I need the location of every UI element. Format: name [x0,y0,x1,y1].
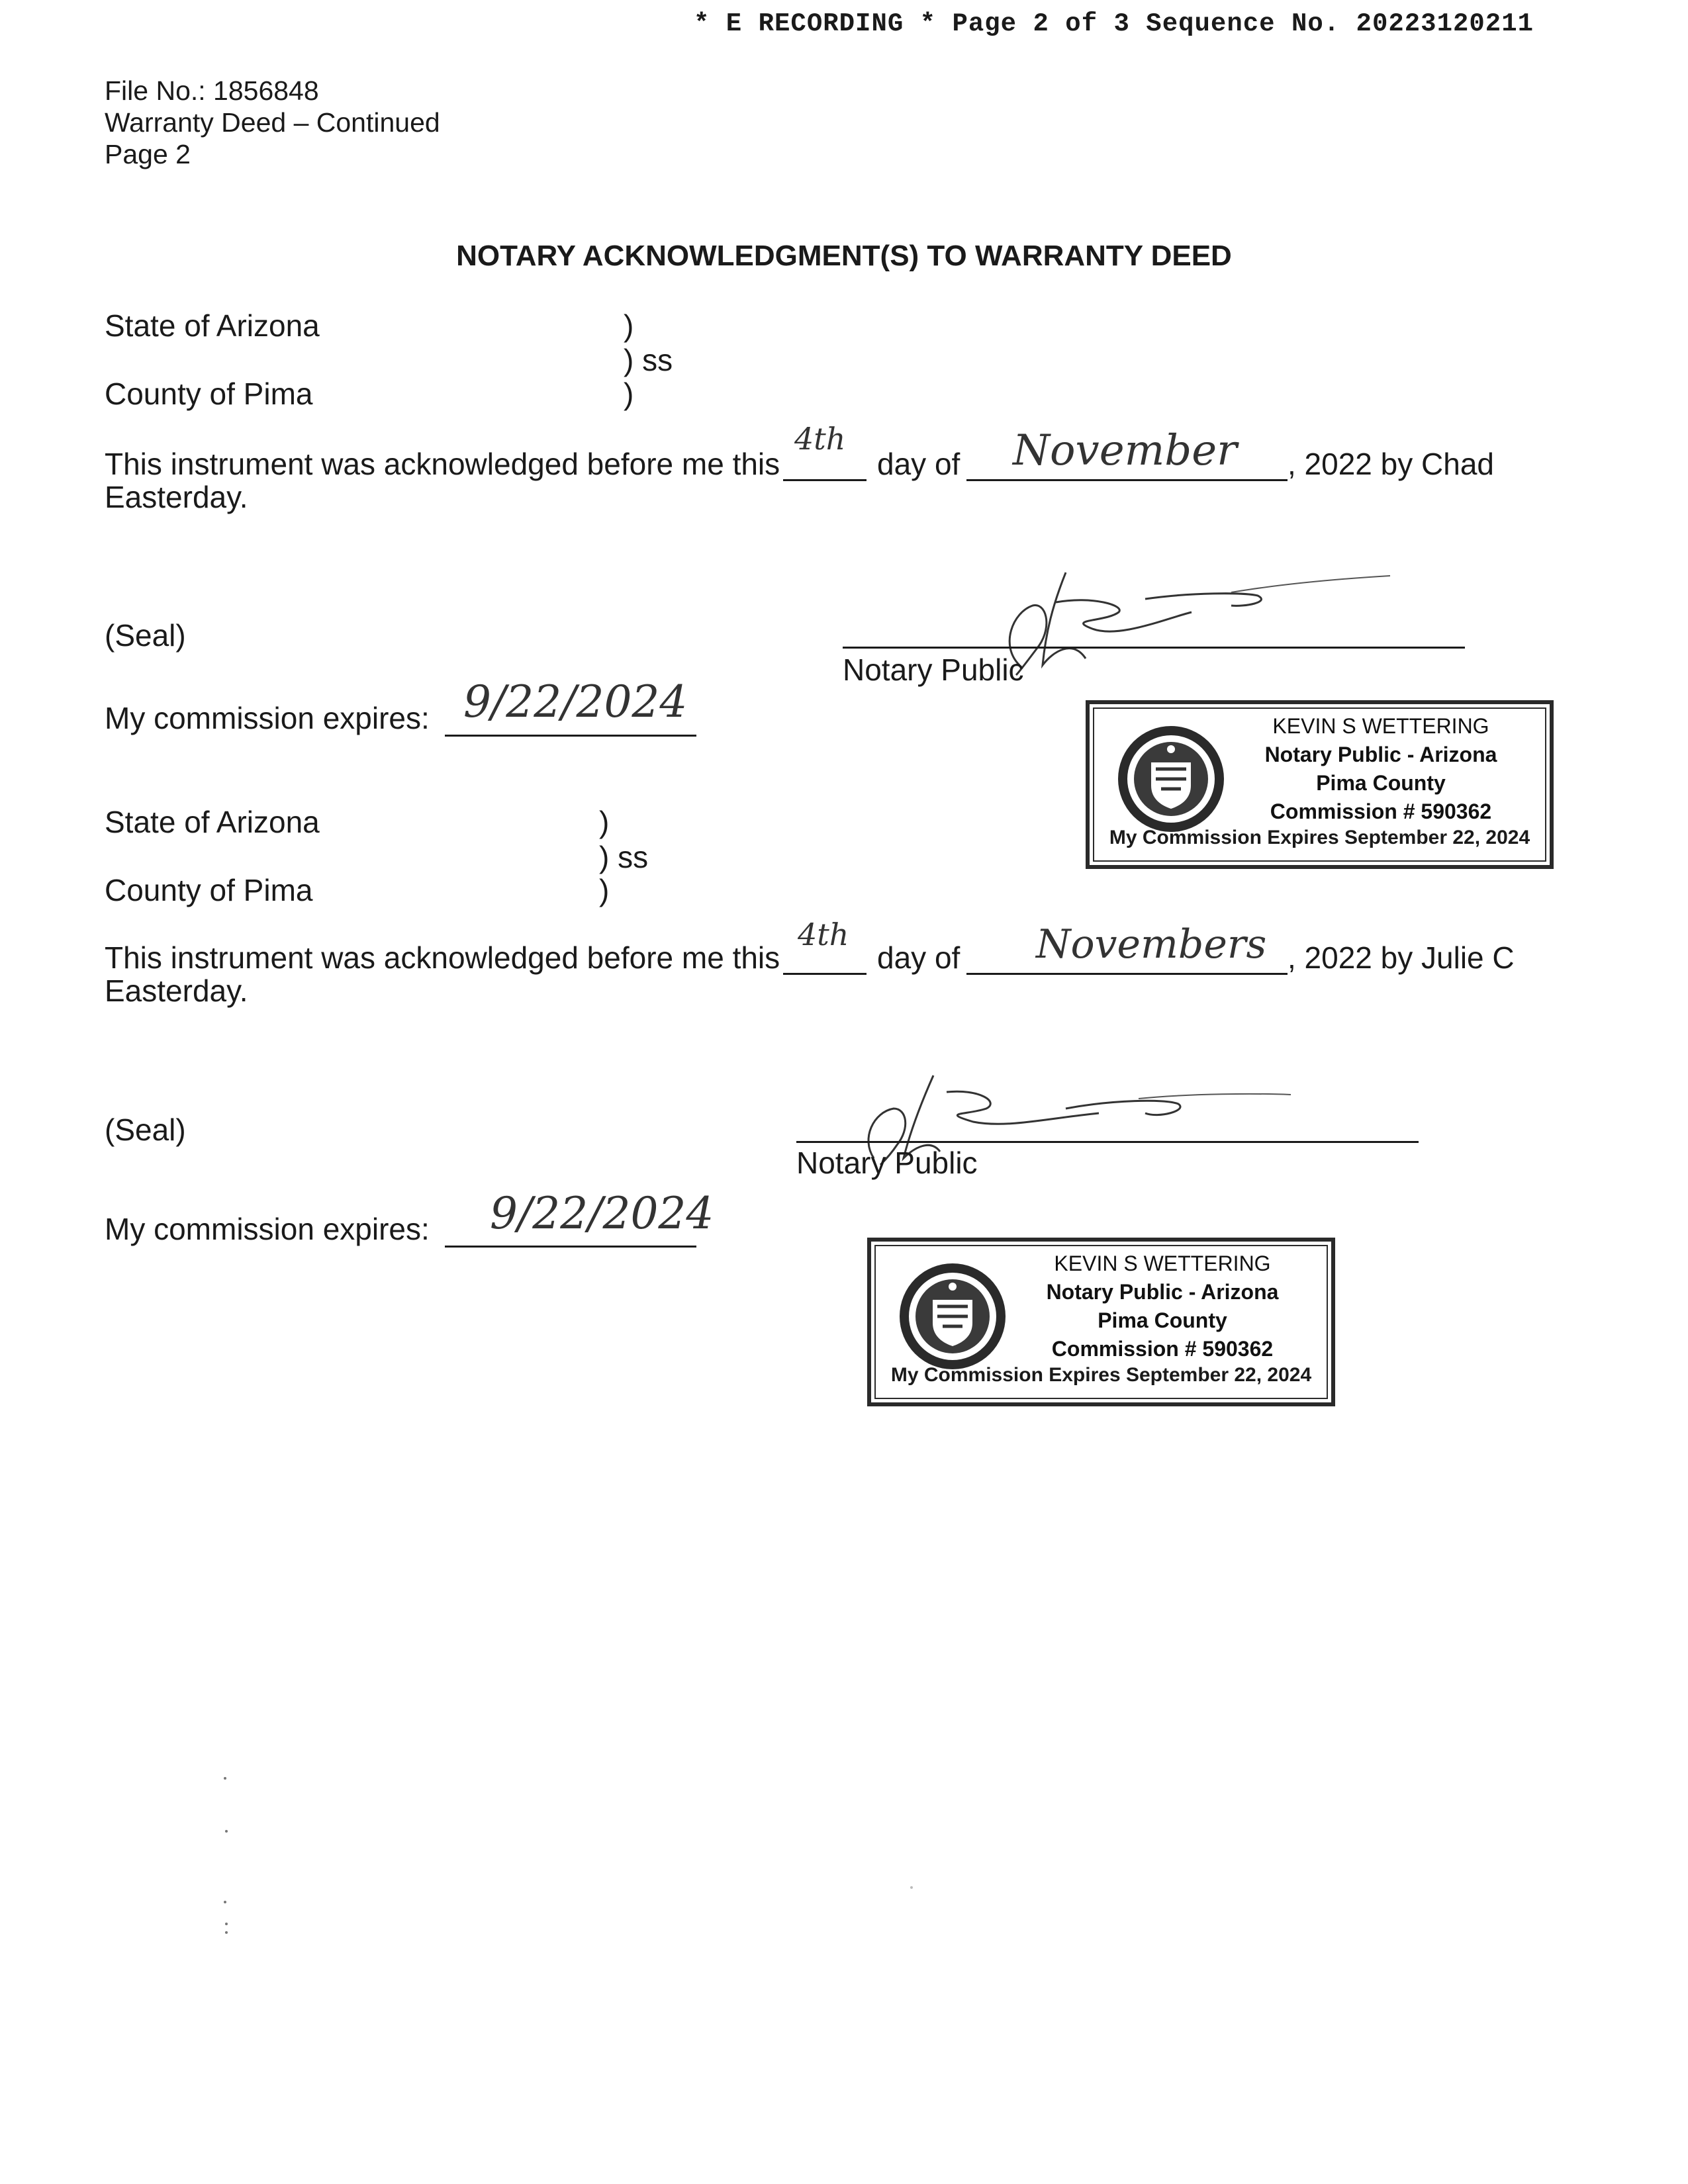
commission-expires-label: My commission expires: [105,1212,430,1246]
handwritten-commission-date: 9/22/2024 [463,676,688,727]
ack-continuation: Easterday. [105,480,248,514]
venue-paren: ) [599,873,610,907]
handwritten-month: Novembers [1036,921,1267,968]
state-seal-icon [1115,723,1227,835]
stamp-name: KEVIN S WETTERING [1272,714,1489,738]
stamp-county: Pima County [1316,771,1446,795]
state-seal-icon [896,1260,1009,1373]
file-number: File No.: 1856848 [105,75,319,106]
seal-label: (Seal) [105,618,186,653]
scan-speck [910,1886,913,1889]
day-of-text: day of [877,940,961,975]
handwritten-month: November [1013,426,1237,475]
scan-speck [225,1931,228,1934]
notary-stamp [1086,700,1554,869]
document-title: NOTARY ACKNOWLEDGMENT(S) TO WARRANTY DEED [456,240,1232,272]
scan-speck [225,1830,228,1833]
stamp-title: Notary Public - Arizona [1264,743,1497,766]
stamp-expires: My Commission Expires September 22, 2024 [890,1364,1312,1386]
signature-line [796,1112,1419,1143]
notary-stamp [867,1238,1335,1406]
venue-paren: ) [624,377,634,411]
handwritten-day: 4th [794,421,846,457]
signature-line [843,617,1465,649]
notary-public-label: Notary Public [796,1146,978,1180]
venue-paren: ) [624,308,634,343]
seal-label: (Seal) [105,1113,186,1147]
stamp-name: KEVIN S WETTERING [1054,1251,1271,1275]
venue-state: State of Arizona [105,308,320,343]
day-of-text: day of [877,447,961,481]
ack-year-party: , 2022 by Chad [1288,447,1495,481]
page-label: Page 2 [105,139,191,169]
venue-county: County of Pima [105,873,313,907]
ack-text: This instrument was acknowledged before me this [105,447,780,481]
stamp-commission: Commission # 590362 [1270,799,1492,823]
scan-speck [224,1901,226,1903]
ack-text: This instrument was acknowledged before me this [105,940,780,975]
handwritten-day: 4th [798,917,849,952]
stamp-county: Pima County [1098,1308,1227,1332]
venue-ss: ) ss [624,343,673,377]
stamp-title: Notary Public - Arizona [1046,1280,1279,1304]
stamp-commission: Commission # 590362 [1051,1337,1274,1361]
notary-public-label: Notary Public [843,653,1024,687]
ack-continuation: Easterday. [105,974,248,1008]
stamp-expires: My Commission Expires September 22, 2024 [1109,827,1530,848]
venue-state: State of Arizona [105,805,320,839]
venue-ss: ) ss [599,840,649,874]
deed-continued-label: Warranty Deed – Continued [105,107,440,138]
commission-expires-label: My commission expires: [105,701,430,735]
scan-speck [224,1777,226,1780]
handwritten-commission-date: 9/22/2024 [490,1188,714,1239]
venue-paren: ) [599,805,610,839]
scan-speck [225,1923,228,1925]
recording-header: * E RECORDING * Page 2 of 3 Sequence No. 20223120211 [694,9,1534,38]
ack-year-party: , 2022 by Julie C [1288,940,1515,975]
venue-county: County of Pima [105,377,313,411]
